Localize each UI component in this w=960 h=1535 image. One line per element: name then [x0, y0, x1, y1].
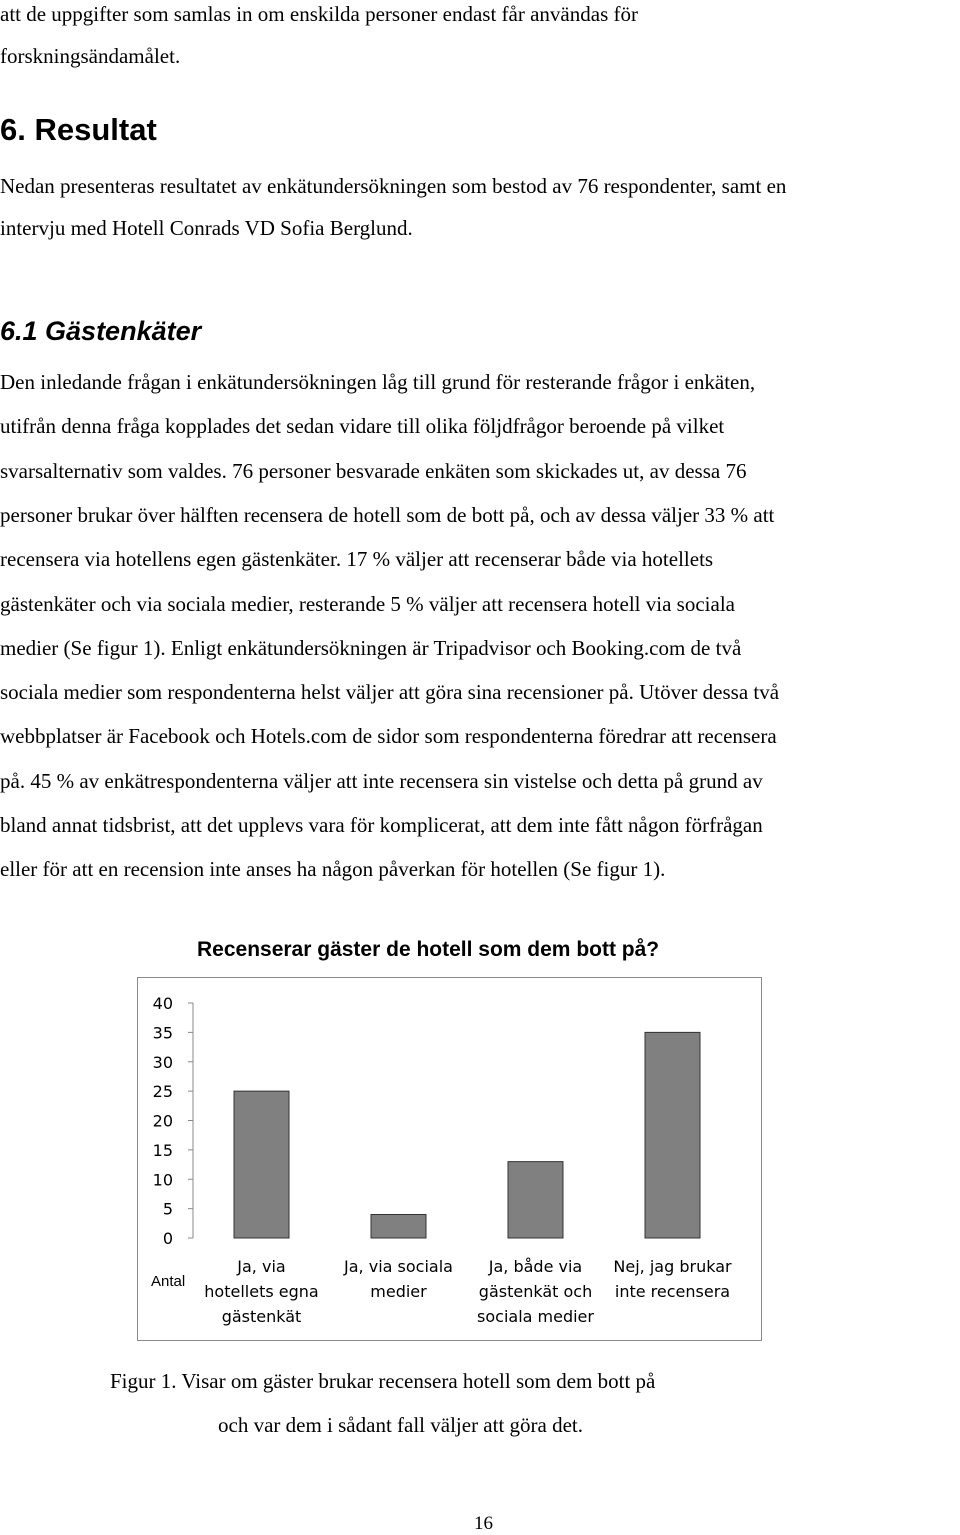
body-text-line: utifrån denna fråga kopplades det sedan vidare till olika följdfrågor beroende på vilket: [0, 414, 725, 438]
section-heading-resultat: 6. Resultat: [0, 112, 157, 147]
body-text-line: forskningsändamålet.: [0, 44, 181, 68]
bar: [371, 1215, 426, 1239]
y-tick-label: 25: [152, 1082, 173, 1102]
x-category-label: gästenkät och: [478, 1282, 593, 1301]
body-text-line: webbplatser är Facebook och Hotels.com de sidor som respondenterna föredrar att recensera: [0, 724, 777, 748]
body-text-line: svarsalternativ som valdes. 76 personer besvarade enkäten som skickades ut, av dessa 76: [0, 459, 747, 483]
y-tick-label: 40: [152, 994, 173, 1013]
body-text-line: personer brukar över hälften recensera de hotell som de bott på, och av dessa väljer 33 % att: [0, 503, 775, 527]
body-text-line: gästenkäter och via sociala medier, resterande 5 % väljer att recensera hotell via sociala: [0, 592, 735, 616]
x-category-label: medier: [370, 1282, 427, 1301]
body-text-line: eller för att en recension inte anses ha någon påverkan för hotellen (Se figur 1).: [0, 857, 666, 881]
section-heading-gastenkater: 6.1 Gästenkäter: [0, 316, 202, 346]
body-text-line: sociala medier som respondenterna helst väljer att göra sina recensioner på. Utöver dessa två: [0, 680, 780, 704]
figure-caption-line: Figur 1. Visar om gäster brukar recensera hotell som dem bott på: [110, 1369, 656, 1393]
bar: [508, 1162, 563, 1238]
x-axis-label: Antal: [151, 1273, 186, 1290]
body-text-line: bland annat tidsbrist, att det upplevs vara för komplicerat, att dem inte fått någon förfrågan: [0, 813, 763, 837]
bar: [234, 1091, 289, 1238]
y-tick-label: 15: [152, 1140, 173, 1160]
body-text-line: intervju med Hotell Conrads VD Sofia Berglund.: [0, 216, 413, 240]
y-tick-label: 30: [152, 1052, 173, 1072]
y-tick-label: 0: [162, 1229, 173, 1248]
page-number: 16: [474, 1513, 493, 1534]
body-text-line: medier (Se figur 1). Enligt enkätundersökningen är Tripadvisor och Booking.com de två: [0, 636, 742, 660]
y-tick-label: 20: [152, 1111, 173, 1131]
x-category-label: Ja, både via: [488, 1257, 583, 1276]
body-text-line: recensera via hotellens egen gästenkäter. 17 % väljer att recenserar både via hotellets: [0, 547, 714, 571]
body-text-line: på. 45 % av enkätrespondenterna väljer att inte recensera sin vistelse och detta på grund av: [0, 769, 763, 793]
bar: [645, 1032, 700, 1238]
body-text-line: Nedan presenteras resultatet av enkätundersökningen som bestod av 76 respondenter, samt en: [0, 174, 787, 198]
y-tick-label: 10: [152, 1170, 173, 1190]
x-category-label: Ja, via: [237, 1257, 286, 1276]
x-category-label: sociala medier: [477, 1307, 594, 1326]
x-category-label: hotellets egna: [204, 1282, 319, 1301]
x-category-label: Nej, jag brukar: [613, 1257, 732, 1276]
body-text-line: att de uppgifter som samlas in om enskilda personer endast får användas för: [0, 2, 638, 26]
x-category-label: Ja, via sociala: [344, 1257, 453, 1276]
y-tick-label: 5: [162, 1199, 173, 1219]
y-tick-label: 35: [152, 1023, 173, 1043]
body-text-line: Den inledande frågan i enkätundersökningen låg till grund för resterande frågor i enkäten,: [0, 370, 756, 394]
x-category-label: gästenkät: [221, 1307, 302, 1326]
figure-caption-line: och var dem i sådant fall väljer att göra det.: [218, 1413, 584, 1437]
x-category-label: inte recensera: [614, 1282, 731, 1301]
chart-title: Recenserar gäster de hotell som dem bott på?: [197, 938, 660, 961]
